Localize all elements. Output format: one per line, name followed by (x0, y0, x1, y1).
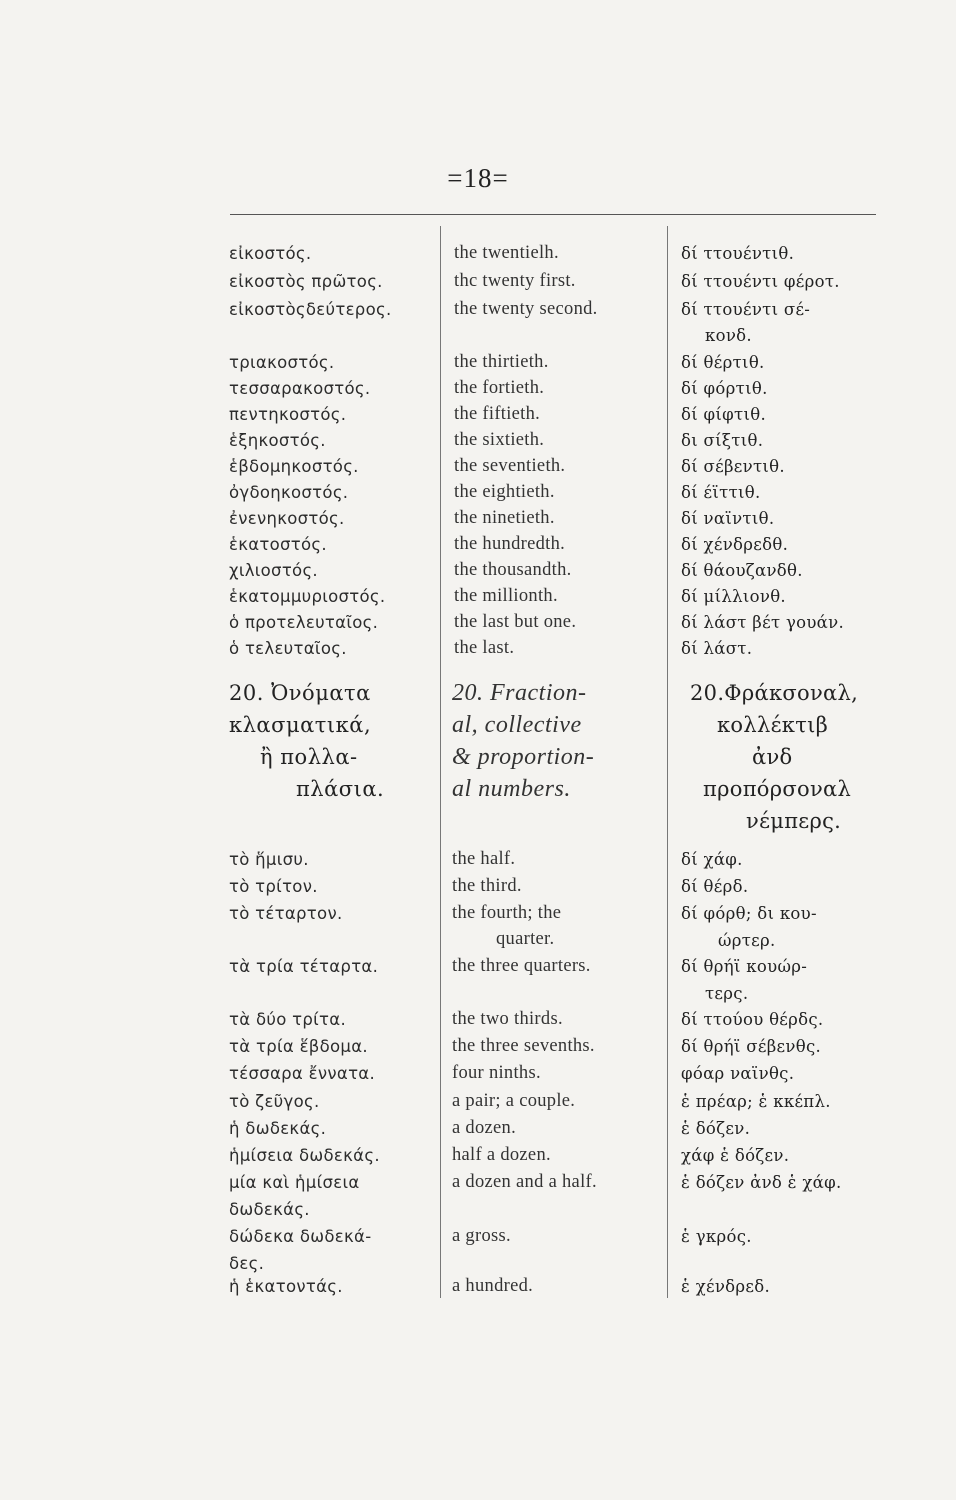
english-line: thc twenty first. (454, 271, 576, 291)
english-line: half a dozen. (452, 1145, 551, 1165)
english-line: the three quarters. (452, 956, 591, 976)
phonetic-line: δί ττουέντι σέ- (681, 300, 811, 319)
greek-line: εἰκοστός. (229, 244, 312, 263)
column-divider-left (440, 226, 441, 1298)
greek-line: ἡμίσεια δωδεκάς. (229, 1146, 380, 1165)
phonetic-line: δί σέβεντιθ. (681, 457, 785, 476)
greek-line: ὀγδοηκοστός. (229, 483, 349, 502)
english-line: quarter. (496, 929, 555, 949)
greek-line: τὰ τρία ἕβδομα. (229, 1037, 368, 1056)
section-heading-phonetic-line: 20.Φράκσοναλ, (690, 681, 859, 705)
english-line: the last but one. (454, 612, 577, 632)
section-heading-greek-line: 20. Ὀνόματα (229, 681, 371, 705)
english-line: the two thirds. (452, 1009, 563, 1029)
section-heading-greek-line: κλασματικά, (229, 713, 372, 737)
phonetic-line: χάφ ἑ δόζεν. (681, 1146, 790, 1165)
english-line: the millionth. (454, 586, 558, 606)
greek-line: ὁ τελευταῖος. (229, 639, 347, 658)
english-line: the last. (454, 638, 515, 658)
phonetic-line: δί μίλλιονθ. (681, 587, 786, 606)
greek-line: ἑκατομμυριοστός. (229, 587, 386, 606)
greek-line: τὸ ζεῦγος. (229, 1092, 320, 1111)
english-line: the fortieth. (454, 378, 545, 398)
english-line: the fourth; the (452, 903, 562, 923)
phonetic-line: δί ττουέντιθ. (681, 244, 795, 263)
greek-line: ἡ ἑκατοντάς. (229, 1277, 343, 1296)
greek-line: δωδεκάς. (229, 1200, 310, 1219)
english-line: four ninths. (452, 1063, 541, 1083)
column-divider-right (667, 226, 668, 1298)
phonetic-line: φόαρ ναϊνθς. (681, 1064, 795, 1083)
english-line: the ninetieth. (454, 508, 555, 528)
phonetic-line: δί φόρτιθ. (681, 379, 768, 398)
page-number: =18= (447, 163, 509, 193)
section-heading-phonetic-line: ἀνδ (752, 745, 793, 769)
greek-line: ἑβδομηκοστός. (229, 457, 359, 476)
english-line: a dozen and a half. (452, 1172, 597, 1192)
english-line: the eightieth. (454, 482, 555, 502)
phonetic-line: τερς. (705, 984, 749, 1003)
greek-line: πεντηκοστός. (229, 405, 347, 424)
phonetic-line: δί θέρδ. (681, 877, 749, 896)
greek-line: εἰκοστὸςδεύτερος. (229, 300, 392, 319)
section-heading-greek-line: ἢ πολλα- (260, 745, 358, 769)
english-line: the twentielh. (454, 243, 559, 263)
section-heading-english-line: & proportion- (452, 744, 595, 770)
english-line: the thirtieth. (454, 352, 549, 372)
section-heading-english-line: al numbers. (452, 776, 571, 802)
greek-line: ἑξηκοστός. (229, 431, 326, 450)
phonetic-line: ἑ χένδρεδ. (681, 1277, 771, 1296)
phonetic-line: δί ναϊντιθ. (681, 509, 775, 528)
greek-line: δώδεκα δωδεκά- (229, 1227, 372, 1246)
greek-line: ἐνενηκοστός. (229, 509, 345, 528)
greek-line: τὰ δύο τρίτα. (229, 1010, 346, 1029)
header-rule (230, 214, 876, 215)
greek-line: ἡ δωδεκάς. (229, 1119, 327, 1138)
section-heading-phonetic-line: προπόρσοναλ (703, 777, 852, 801)
english-line: the third. (452, 876, 522, 896)
phonetic-line: δί έϊττιθ. (681, 483, 761, 502)
greek-line: τὸ τρίτον. (229, 877, 318, 896)
greek-line: τὸ τέταρτον. (229, 904, 343, 923)
greek-line: μία καὶ ἡμίσεια (229, 1173, 360, 1192)
greek-line: δες. (229, 1254, 265, 1273)
english-line: the hundredth. (454, 534, 566, 554)
greek-line: τριακοστός. (229, 353, 335, 372)
greek-line: τέσσαρα ἔννατα. (229, 1064, 376, 1083)
phonetic-line: δί χάφ. (681, 850, 743, 869)
phonetic-line: ἑ γκρός. (681, 1227, 752, 1246)
section-heading-english-line: 20. Fraction- (452, 680, 587, 706)
greek-line: ἑκατοστός. (229, 535, 327, 554)
phonetic-line: κονδ. (705, 326, 752, 345)
greek-line: τεσσαρακοστός. (229, 379, 371, 398)
greek-line: τὸ ἥμισυ. (229, 850, 309, 869)
section-heading-english-line: al, collective (452, 712, 582, 738)
phonetic-line: ἑ δόζεν. (681, 1119, 751, 1138)
section-heading-greek-line: πλάσια. (296, 777, 385, 801)
english-line: the fiftieth. (454, 404, 541, 424)
phonetic-line: δί φίφτιθ. (681, 405, 767, 424)
phonetic-line: δί θρήϊ σέβενθς. (681, 1037, 822, 1056)
english-line: a pair; a couple. (452, 1091, 576, 1111)
english-line: a hundred. (452, 1276, 534, 1296)
english-line: the twenty second. (454, 299, 598, 319)
greek-line: τὰ τρία τέταρτα. (229, 957, 379, 976)
phonetic-line: δί ττούου θέρδς. (681, 1010, 824, 1029)
phonetic-line: δί θρήϊ κουώρ- (681, 957, 808, 976)
greek-line: ὁ προτελευταῖος. (229, 613, 379, 632)
phonetic-line: δί χένδρεδθ. (681, 535, 789, 554)
phonetic-line: ώρτερ. (718, 931, 776, 950)
phonetic-line: δί ττουέντι φέροτ. (681, 272, 840, 291)
english-line: the half. (452, 849, 516, 869)
english-line: the seventieth. (454, 456, 566, 476)
phonetic-line: ἑ πρέαρ; ἑ κκέπλ. (681, 1092, 831, 1111)
section-heading-phonetic-line: κολλέκτιβ (717, 713, 829, 737)
phonetic-line: δί θέρτιθ. (681, 353, 765, 372)
english-line: a gross. (452, 1226, 511, 1246)
phonetic-line: ἑ δόζεν ἀνδ ἑ χάφ. (681, 1173, 842, 1192)
phonetic-line: δί φόρθ; δι κου- (681, 904, 817, 923)
english-line: the thousandth. (454, 560, 572, 580)
english-line: the three sevenths. (452, 1036, 595, 1056)
phonetic-line: δί λάστ. (681, 639, 753, 658)
english-line: a dozen. (452, 1118, 517, 1138)
phonetic-line: δί λάστ βέτ γουάν. (681, 613, 844, 632)
section-heading-phonetic-line: νέμπερς. (746, 809, 842, 833)
phonetic-line: δί θάουζανδθ. (681, 561, 803, 580)
greek-line: εἰκοστὸς πρῶτος. (229, 272, 383, 291)
english-line: the sixtieth. (454, 430, 545, 450)
phonetic-line: δι σίξτιθ. (681, 431, 764, 450)
greek-line: χιλιοστός. (229, 561, 318, 580)
